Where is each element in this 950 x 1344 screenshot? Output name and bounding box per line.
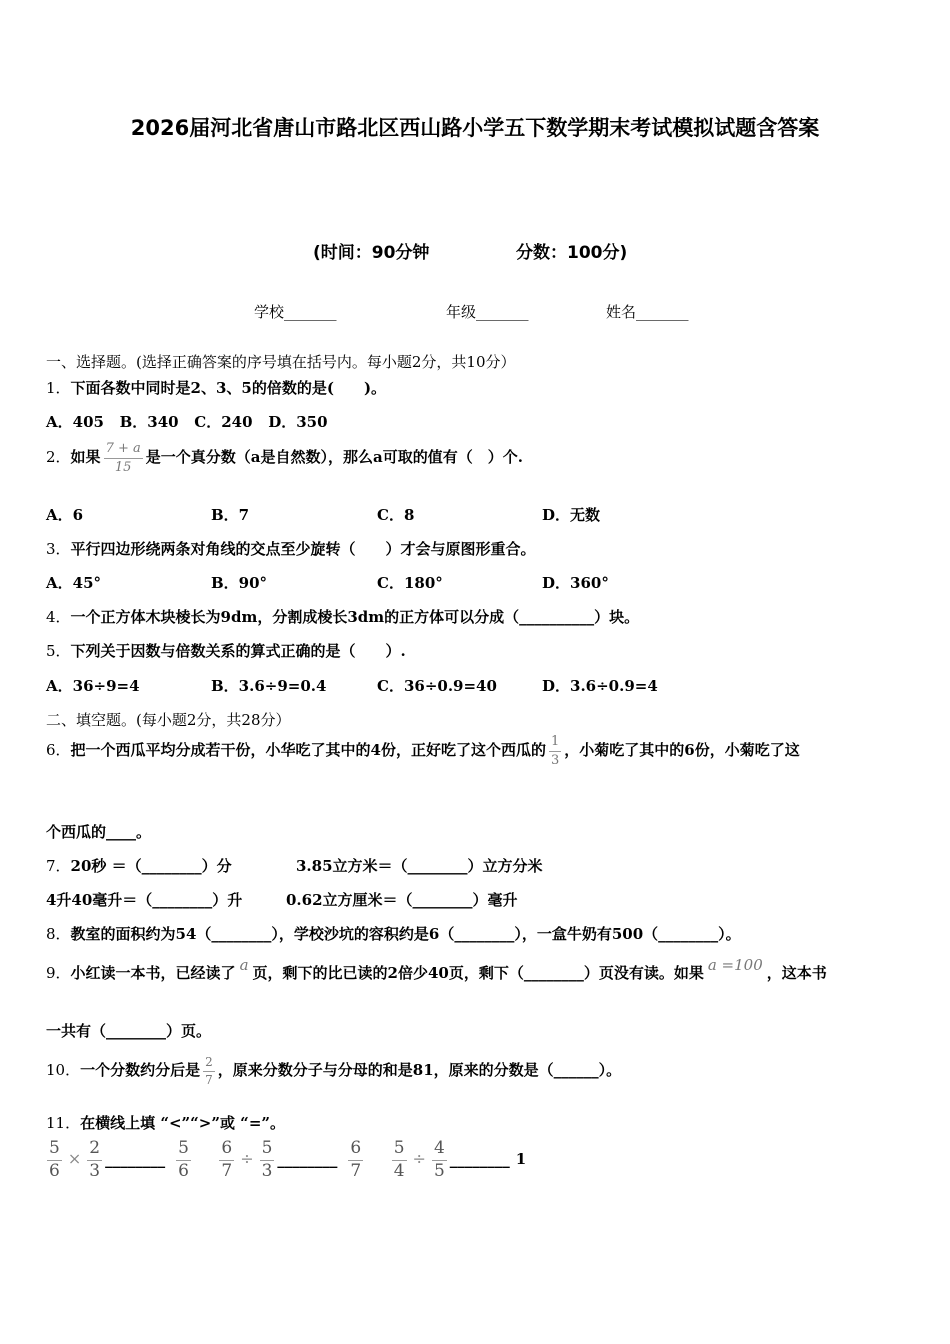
fraction-denominator: 7 xyxy=(221,1160,233,1181)
fraction xyxy=(260,1140,275,1181)
question-3 xyxy=(46,538,536,559)
fraction-denominator: 7 xyxy=(205,1072,213,1087)
fraction xyxy=(104,442,143,474)
option-c: C．180° xyxy=(377,574,443,592)
question-7 xyxy=(46,855,232,876)
fraction-numerator: 4 xyxy=(433,1138,445,1158)
q7-part-4: 0.62立方厘米＝（________）毫升 xyxy=(286,891,518,909)
option-a: A．6 xyxy=(46,506,84,524)
question-9-cont: 一共有（________）页。 xyxy=(46,1022,212,1040)
fraction-numerator: 7 + a xyxy=(105,441,141,456)
question-9 xyxy=(46,956,827,983)
fraction-bar xyxy=(203,1071,215,1072)
question-text-post: ，这本书 xyxy=(766,964,827,982)
question-text-post: ，原来分数分子与分母的和是81，原来的分数是（______）。 xyxy=(217,1061,622,1080)
question-11 xyxy=(46,1112,285,1133)
question-text-mid: 页，剩下的比已读的2倍少40页，剩下（________）页没有读。如果 xyxy=(252,964,704,982)
question-number: 7． xyxy=(46,857,71,875)
question-number: 5． xyxy=(46,642,71,660)
fraction-numerator: 2 xyxy=(89,1138,101,1158)
school-field: 学校_______ xyxy=(254,303,337,321)
fraction-denominator: 3 xyxy=(89,1160,101,1181)
fraction-numerator: 6 xyxy=(221,1138,233,1158)
question-number: 6． xyxy=(46,741,71,760)
grade-field: 年级_______ xyxy=(446,303,529,321)
fraction-numerator: 5 xyxy=(49,1138,60,1158)
exam-score: 分数：100分) xyxy=(516,243,628,263)
name-field: 姓名_______ xyxy=(606,303,689,321)
question-number: 1． xyxy=(46,379,71,397)
fraction-numerator: 1 xyxy=(551,734,560,749)
option-b: B．7 xyxy=(211,506,250,524)
option-d: D．无数 xyxy=(542,506,601,524)
question-text: 下面各数中同时是2、3、5的倍数的是( )。 xyxy=(70,379,387,397)
option-d: D．360° xyxy=(542,574,609,592)
fraction xyxy=(87,1140,102,1181)
option-a: A．36÷9=4 xyxy=(46,677,140,695)
question-text: 在横线上填 “<”“>”或 “=”。 xyxy=(80,1114,286,1132)
option-a: A．405 xyxy=(46,413,104,431)
question-8 xyxy=(46,923,741,944)
question-text-pre: 如果 xyxy=(70,448,101,467)
question-number: 3． xyxy=(46,540,71,558)
question-text-pre: 小红读一本书，已经读了 xyxy=(70,964,236,982)
option-a: A．45° xyxy=(46,574,102,592)
q7-part-1: 20秒 ＝（________）分 xyxy=(70,857,232,875)
q7-part-2: 3.85立方米＝（________）立方分米 xyxy=(296,857,543,875)
fraction-denominator: 3 xyxy=(551,752,560,768)
question-text: 下列关于因数与倍数关系的算式正确的是（ ）. xyxy=(70,642,406,660)
question-6-cont: 个西瓜的____。 xyxy=(46,823,152,841)
fraction-numerator: 2 xyxy=(205,1055,213,1069)
question-number: 10． xyxy=(46,1061,81,1080)
section1-heading: 一、选择题。(选择正确答案的序号填在括号内。每小题2分，共10分） xyxy=(46,353,516,371)
fraction-numerator: 5 xyxy=(393,1138,405,1158)
question-text: 一个正方体木块棱长为9dm，分割成棱长3dm的正方体可以分成（__________）块。 xyxy=(70,608,640,626)
answer-blank: ________ xyxy=(449,1150,510,1169)
question-number: 2． xyxy=(46,448,71,467)
section2-heading: 二、填空题。(每小题2分，共28分） xyxy=(46,711,291,729)
fraction-bar xyxy=(549,751,561,752)
number-one: 1 xyxy=(515,1150,527,1169)
question-text-post: ，小菊吃了其中的6份，小菊吃了这 xyxy=(564,741,800,760)
fraction-numerator: 5 xyxy=(178,1138,189,1158)
question-text-pre: 把一个西瓜平均分成若干份，小华吃了其中的4份，正好吃了这个西瓜的 xyxy=(70,741,546,760)
option-b: B．90° xyxy=(211,574,268,592)
fraction xyxy=(392,1140,407,1181)
question-text: 教室的面积约为54（________），学校沙坑的容积约是6（________），一盒牛奶有500（________）。 xyxy=(70,925,741,943)
fraction xyxy=(176,1140,191,1181)
option-c: C．240 xyxy=(194,413,253,431)
option-c: C．8 xyxy=(377,506,415,524)
exam-time: (时间：90分钟 xyxy=(313,243,430,263)
fraction xyxy=(432,1140,447,1181)
question-number: 9． xyxy=(46,964,71,982)
fraction-denominator: 6 xyxy=(178,1160,189,1181)
fraction-numerator: 6 xyxy=(350,1138,362,1158)
option-d: D．3.6÷0.9=4 xyxy=(542,677,658,695)
question-5 xyxy=(46,640,406,661)
question-text: 平行四边形绕两条对角线的交点至少旋转（ ）才会与原图形重合。 xyxy=(70,540,536,558)
fraction-denominator: 15 xyxy=(114,459,132,475)
fraction-numerator: 5 xyxy=(261,1138,273,1158)
fraction xyxy=(203,1056,215,1086)
fraction-denominator: 4 xyxy=(393,1160,405,1181)
question-text-pre: 一个分数约分后是 xyxy=(80,1061,201,1080)
question-text-post: 是一个真分数（a是自然数），那么a可取的值有（ ）个. xyxy=(145,448,523,467)
fraction-denominator: 5 xyxy=(433,1160,445,1181)
question-number: 8． xyxy=(46,925,71,943)
page-title: 2026届河北省唐山市路北区西山路小学五下数学期末考试模拟试题含答案 xyxy=(130,116,820,140)
equation: a =100 xyxy=(707,956,763,974)
fraction-denominator: 7 xyxy=(350,1160,362,1181)
variable-a: a xyxy=(239,956,249,974)
question-number: 11． xyxy=(46,1114,81,1132)
fraction-denominator: 3 xyxy=(261,1160,273,1181)
option-b: B．340 xyxy=(119,413,179,431)
q1-options xyxy=(46,411,328,432)
fraction xyxy=(348,1140,363,1181)
question-1 xyxy=(46,377,386,398)
divide-operator: ÷ xyxy=(412,1149,426,1169)
divide-operator: ÷ xyxy=(240,1149,254,1169)
fraction xyxy=(219,1140,234,1181)
question-10 xyxy=(46,1056,621,1086)
question-2 xyxy=(46,442,523,474)
fraction-bar xyxy=(104,458,143,459)
option-b: B．3.6÷9=0.4 xyxy=(211,677,327,695)
question-4 xyxy=(46,606,639,627)
q7-part-3: 4升40毫升＝（________）升 xyxy=(46,891,243,909)
option-c: C．36÷0.9=40 xyxy=(377,677,497,695)
option-d: D．350 xyxy=(268,413,328,431)
times-operator: × xyxy=(67,1149,82,1169)
question-number: 4． xyxy=(46,608,71,626)
answer-blank: ________ xyxy=(105,1150,166,1169)
q11-expressions xyxy=(44,1140,526,1181)
question-6 xyxy=(46,735,800,767)
fraction xyxy=(549,735,561,767)
fraction xyxy=(47,1140,62,1181)
fraction-denominator: 6 xyxy=(49,1160,60,1181)
answer-blank: ________ xyxy=(277,1150,338,1169)
